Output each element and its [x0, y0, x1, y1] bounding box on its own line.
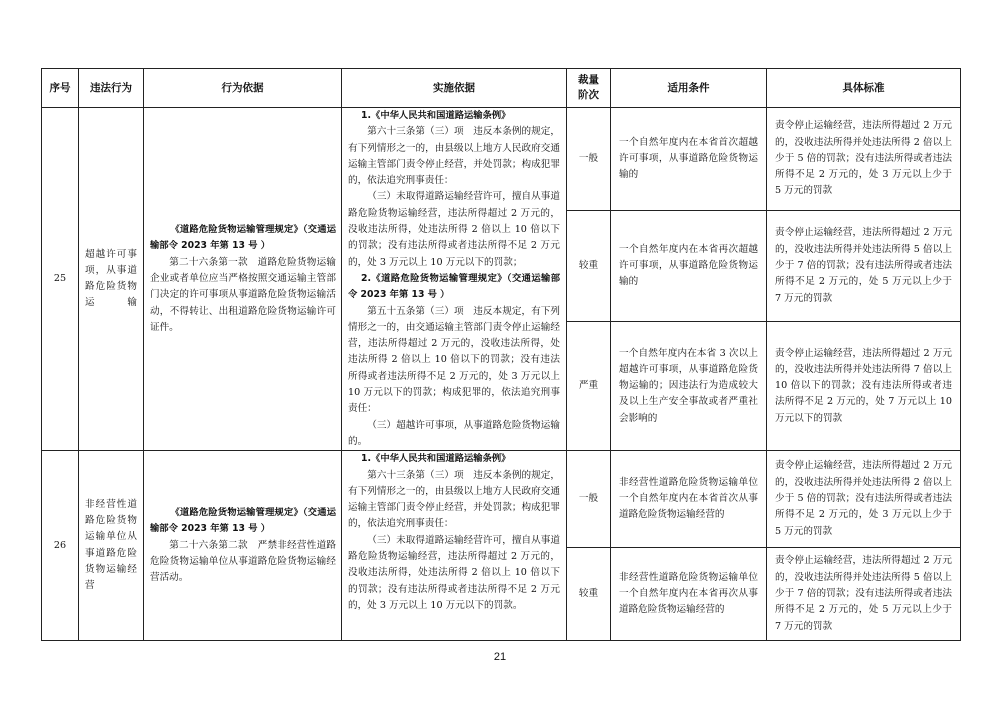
level-cell: 较重 — [567, 210, 611, 321]
impl-paragraph: （三）未取得道路运输经营许可，擅自从事道路危险货物运输经营，违法所得超过 2 万元的，没收违法所得，处违法所得 2 倍以上 10 倍以下的罚款；没有违法所得或者违法所得不足 2 万元的，处 3 万元以上 10 万元以下的罚款； — [348, 191, 560, 268]
implementation-cell — [342, 108, 567, 451]
standard-cell: 责令停止运输经营，违法所得超过 2 万元的，没收违法所得并处违法所得 5 倍以上少于 7 倍的罚款；没有违法所得或者违法所得不足 2 万元的，处 5 万元以上少于 7 万元的罚款 — [767, 210, 961, 321]
impl-paragraph: 第六十三条第（三）项 违反本条例的规定，有下列情形之一的，由县级以上地方人民政府交通运输主管部门责令停止经营，并处罚款；构成犯罪的，依法追究刑事责任： — [348, 126, 560, 187]
penalty-standard-table — [41, 68, 961, 641]
impl-paragraph: （三）超越许可事项，从事道路危险货物运输的。 — [348, 419, 560, 447]
impl-paragraph: （三）未取得道路运输经营许可，擅自从事道路危险货物运输经营，违法所得超过 2 万元的，没收违法所得，处违法所得 2 倍以上 10 倍以下的罚款；没有违法所得或者违法所得不足 2 万元的，处 3 万元以上 10 万元以下的罚款。 — [348, 534, 560, 611]
header-implementation: 实施依据 — [342, 69, 567, 108]
basis-title: 《道路危险货物运输管理规定》（交通运输部令 2023 年第 13 号 ） — [150, 506, 336, 535]
violation-cell: 超越许可事项，从事道路危险货物运输 — [79, 108, 144, 451]
standard-cell: 责令停止运输经营，违法所得超过 2 万元的，没收违法所得并处违法所得 2 倍以上少于 5 倍的罚款；没有违法所得或者违法所得不足 2 万元的，处 3 万元以上少于 5 万元的罚款 — [767, 108, 961, 211]
condition-cell: 一个自然年度内在本省 3 次以上超越许可事项，从事道路危险货物运输的；因违法行为造成较大及以上生产安全事故或者严重社会影响的 — [611, 322, 767, 451]
violation-cell: 非经营性道路危险货物运输单位从事道路危险货物运输经营 — [79, 451, 144, 641]
basis-body: 第二十六条第一款 道路危险货物运输企业或者单位应当严格按照交通运输主管部门决定的许可事项从事道路危险货物运输活动，不得转让、出租道路危险货物运输许可证件。 — [150, 256, 336, 333]
level-cell: 较重 — [567, 548, 611, 641]
table-row — [42, 451, 961, 548]
standard-cell: 责令停止运输经营，违法所得超过 2 万元的，没收违法所得并处违法所得 2 倍以上少于 5 倍的罚款；没有违法所得或者违法所得不足 2 万元的，处 3 万元以上少于 5 万元的罚款 — [767, 451, 961, 548]
seq-cell: 26 — [42, 451, 79, 641]
standard-cell: 责令停止运输经营，违法所得超过 2 万元的，没收违法所得并处违法所得 5 倍以上少于 7 倍的罚款；没有违法所得或者违法所得不足 2 万元的，处 5 万元以上少于 7 万元的罚款 — [767, 548, 961, 641]
impl-paragraph: 第六十三条第（三）项 违反本条例的规定，有下列情形之一的，由县级以上地方人民政府交通运输主管部门责令停止经营，并处罚款；构成犯罪的，依法追究刑事责任： — [348, 469, 560, 530]
impl-heading: 1.《中华人民共和国道路运输条例》 — [361, 453, 511, 465]
header-basis: 行为依据 — [144, 69, 342, 108]
condition-cell: 非经营性道路危险货物运输单位一个自然年度内在本省首次从事道路危险货物运输经营的 — [611, 451, 767, 548]
header-level: 裁量阶次 — [567, 69, 611, 108]
basis-body: 第二十六条第二款 严禁非经营性道路危险货物运输单位从事道路危险货物运输经营活动。 — [150, 539, 336, 584]
impl-heading: 1.《中华人民共和国道路运输条例》 — [361, 110, 511, 121]
header-condition: 适用条件 — [611, 69, 767, 108]
implementation-cell — [342, 451, 567, 641]
header-violation: 违法行为 — [79, 69, 144, 108]
impl-paragraph: 第五十五条第（三）项 违反本规定，有下列情形之一的，由交通运输主管部门责令停止运输经营，违法所得超过 2 万元的，没收违法所得，处违法所得 2 倍以上 10 倍以下的罚款；没有违法所得或者违法所得不足 2 万元的，处 3 万元以上 10 万元以下的罚款；构成犯罪的，依法追究刑事责任： — [348, 305, 560, 415]
table-row — [42, 108, 961, 211]
header-standard: 具体标准 — [767, 69, 961, 108]
basis-cell — [144, 451, 342, 641]
header-seq: 序号 — [42, 69, 79, 108]
level-cell: 一般 — [567, 451, 611, 548]
basis-cell — [144, 108, 342, 451]
seq-cell: 25 — [42, 108, 79, 451]
standard-cell: 责令停止运输经营，违法所得超过 2 万元的，没收违法所得并处违法所得 7 倍以上 10 倍以下的罚款；没有违法所得或者违法所得不足 2 万元的，处 7 万元以上 10 万元以下的罚款 — [767, 322, 961, 451]
header-row — [42, 69, 961, 108]
condition-cell: 一个自然年度内在本省首次超越许可事项，从事道路危险货物运输的 — [611, 108, 767, 211]
level-cell: 一般 — [567, 108, 611, 211]
basis-title: 《道路危险货物运输管理规定》（交通运输部令 2023 年第 13 号 ） — [150, 224, 336, 252]
condition-cell: 非经营性道路危险货物运输单位一个自然年度内在本省再次从事道路危险货物运输经营的 — [611, 548, 767, 641]
level-cell: 严重 — [567, 322, 611, 451]
page-number: 21 — [493, 651, 507, 663]
condition-cell: 一个自然年度内在本省再次超越许可事项，从事道路危险货物运输的 — [611, 210, 767, 321]
impl-heading: 2.《道路危险货物运输管理规定》（交通运输部令 2023 年第 13 号 ） — [348, 272, 560, 301]
